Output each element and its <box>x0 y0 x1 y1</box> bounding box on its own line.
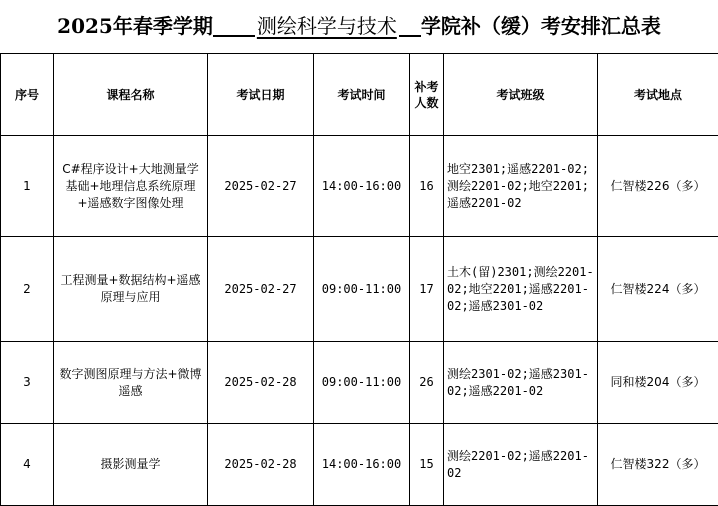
table-row <box>1 342 718 424</box>
header-course: 课程名称 <box>54 54 208 136</box>
table-row <box>1 424 718 506</box>
cell-time: 09:00-11:00 <box>314 237 410 342</box>
cell-course: 工程测量+数据结构+遥感原理与应用 <box>54 237 208 342</box>
cell-seq: 1 <box>1 136 54 237</box>
title-prefix: 2025年春季学期 <box>57 14 213 38</box>
header-time: 考试时间 <box>314 54 410 136</box>
cell-location: 仁智楼226（多） <box>598 136 718 237</box>
cell-location: 仁智楼224（多） <box>598 237 718 342</box>
cell-count: 26 <box>410 342 444 424</box>
cell-time: 09:00-11:00 <box>314 342 410 424</box>
cell-classes: 地空2301;遥感2201-02;测绘2201-02;地空2201;遥感2201-02 <box>444 136 598 237</box>
cell-course: C#程序设计+大地测量学基础+地理信息系统原理+遥感数字图像处理 <box>54 136 208 237</box>
cell-time: 14:00-16:00 <box>314 136 410 237</box>
cell-location: 同和楼204（多） <box>598 342 718 424</box>
cell-course: 摄影测量学 <box>54 424 208 506</box>
cell-seq: 4 <box>1 424 54 506</box>
cell-count: 15 <box>410 424 444 506</box>
table-row <box>1 237 718 342</box>
cell-course: 数字测图原理与方法+微博遥感 <box>54 342 208 424</box>
cell-seq: 3 <box>1 342 54 424</box>
cell-date: 2025-02-27 <box>208 237 314 342</box>
header-seq: 序号 <box>1 54 54 136</box>
title-department: 测绘科学与技术 <box>255 6 399 46</box>
title-suffix: 学院补（缓）考安排汇总表 <box>421 14 661 38</box>
header-count: 补考人数 <box>410 54 444 136</box>
page-title <box>0 6 718 46</box>
cell-classes: 土木(留)2301;测绘2201-02;地空2201;遥感2201-02;遥感2301-02 <box>444 237 598 342</box>
cell-date: 2025-02-28 <box>208 342 314 424</box>
table-header-row <box>1 54 718 136</box>
title-underline-right <box>399 34 421 37</box>
cell-classes: 测绘2201-02;遥感2201-02 <box>444 424 598 506</box>
cell-date: 2025-02-27 <box>208 136 314 237</box>
exam-schedule-table <box>0 53 718 506</box>
table-row <box>1 136 718 237</box>
cell-location: 仁智楼322（多） <box>598 424 718 506</box>
header-classes: 考试班级 <box>444 54 598 136</box>
title-underline-left <box>213 34 255 37</box>
cell-date: 2025-02-28 <box>208 424 314 506</box>
header-location: 考试地点 <box>598 54 718 136</box>
cell-count: 16 <box>410 136 444 237</box>
cell-count: 17 <box>410 237 444 342</box>
header-date: 考试日期 <box>208 54 314 136</box>
cell-seq: 2 <box>1 237 54 342</box>
cell-time: 14:00-16:00 <box>314 424 410 506</box>
cell-classes: 测绘2301-02;遥感2301-02;遥感2201-02 <box>444 342 598 424</box>
